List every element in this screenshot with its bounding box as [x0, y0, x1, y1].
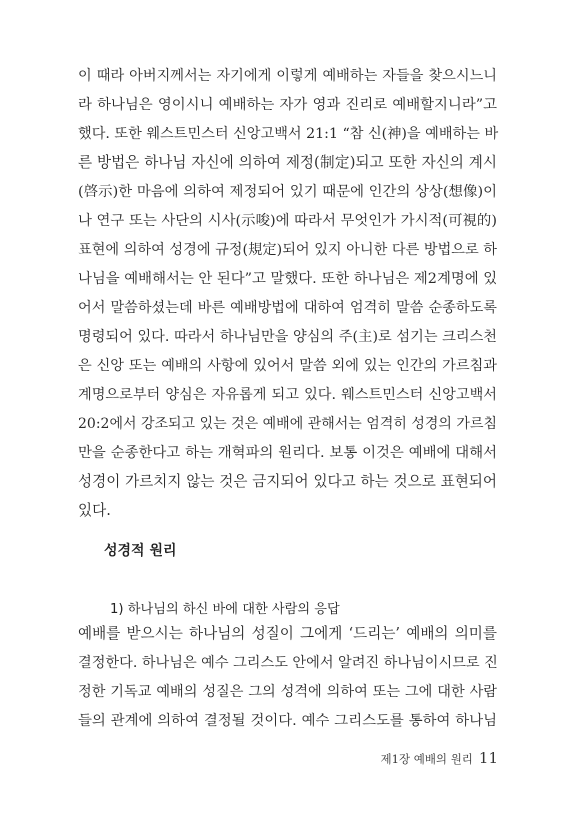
text-line: 20:2에서 강조되고 있는 것은 예배에 관해서는 엄격히 성경의 가르침 [78, 416, 497, 432]
text-line: 나님을 예배해서는 안 된다”고 말했다. 또한 하나님은 제2계명에 있 [78, 271, 498, 287]
section-heading: 성경적 원리 [104, 543, 177, 559]
page-footer [381, 749, 498, 767]
text-line: 성경이 가르치지 않는 것은 금지되어 있다고 하는 것으로 표현되어 [78, 473, 497, 490]
page-number: 11 [478, 749, 498, 767]
text-line: 어서 말씀하셨는데 바른 예배방법에 대하여 엄격히 말씀 순종하도록 [78, 300, 497, 316]
text-line: 했다. 또한 웨스트민스터 신앙고백서 21:1 “참 신(神)을 예배하는 바 [78, 126, 499, 142]
text-line: 은 신앙 또는 예배의 사항에 있어서 말씀 외에 있는 인간의 가르침과 [78, 358, 497, 374]
chapter-title: 제1장 예배의 원리 [380, 752, 473, 766]
text-line: 른 방법은 하나님 자신에 의하여 제정(制定)되고 또한 자신의 계시 [78, 154, 497, 171]
text-line: (啓示)한 마음에 의하여 제정되어 있기 때문에 인간의 상상(想像)이 [78, 184, 497, 200]
text-line: 명령되어 있다. 따라서 하나님만을 양심의 주(主)로 섬기는 크리스천 [78, 329, 497, 345]
text-line: 결정한다. 하나님은 예수 그리스도 안에서 알려진 하나님이시므로 진 [78, 655, 498, 671]
text-line: 정한 기독교 예배의 성질은 그의 성격에 의하여 또는 그에 대한 사람 [78, 684, 497, 700]
text-line: 이 때라 아버지께서는 자기에게 이렇게 예배하는 자들을 찾으시느니 [78, 68, 497, 84]
text-line: 예배를 받으시는 하나님의 성질이 그에게 ‘드리는’ 예배의 의미를 [78, 625, 497, 642]
text-line: 있다. [78, 502, 111, 519]
text-line: 표현에 의하여 성경에 규정(規定)되어 있지 아니한 다른 방법으로 하 [78, 242, 497, 258]
text-line: 만을 순종한다고 하는 개혁파의 원리다. 보통 이것은 예배에 대해서 [78, 445, 497, 461]
text-line: 계명으로부터 양심은 자유롭게 되고 있다. 웨스트민스터 신앙고백서 [78, 387, 497, 403]
text-line: 들의 관계에 의하여 결정될 것이다. 예수 그리스도를 통하여 하나님 [78, 713, 497, 729]
subsection-heading: 1) 하나님의 하신 바에 대한 사람의 응답 [110, 602, 340, 617]
text-line: 나 연구 또는 사단의 시사(示唆)에 따라서 무엇인가 가시적(可視的) [78, 213, 497, 229]
text-line: 라 하나님은 영이시니 예배하는 자가 영과 진리로 예배할지니라”고 [78, 97, 497, 113]
